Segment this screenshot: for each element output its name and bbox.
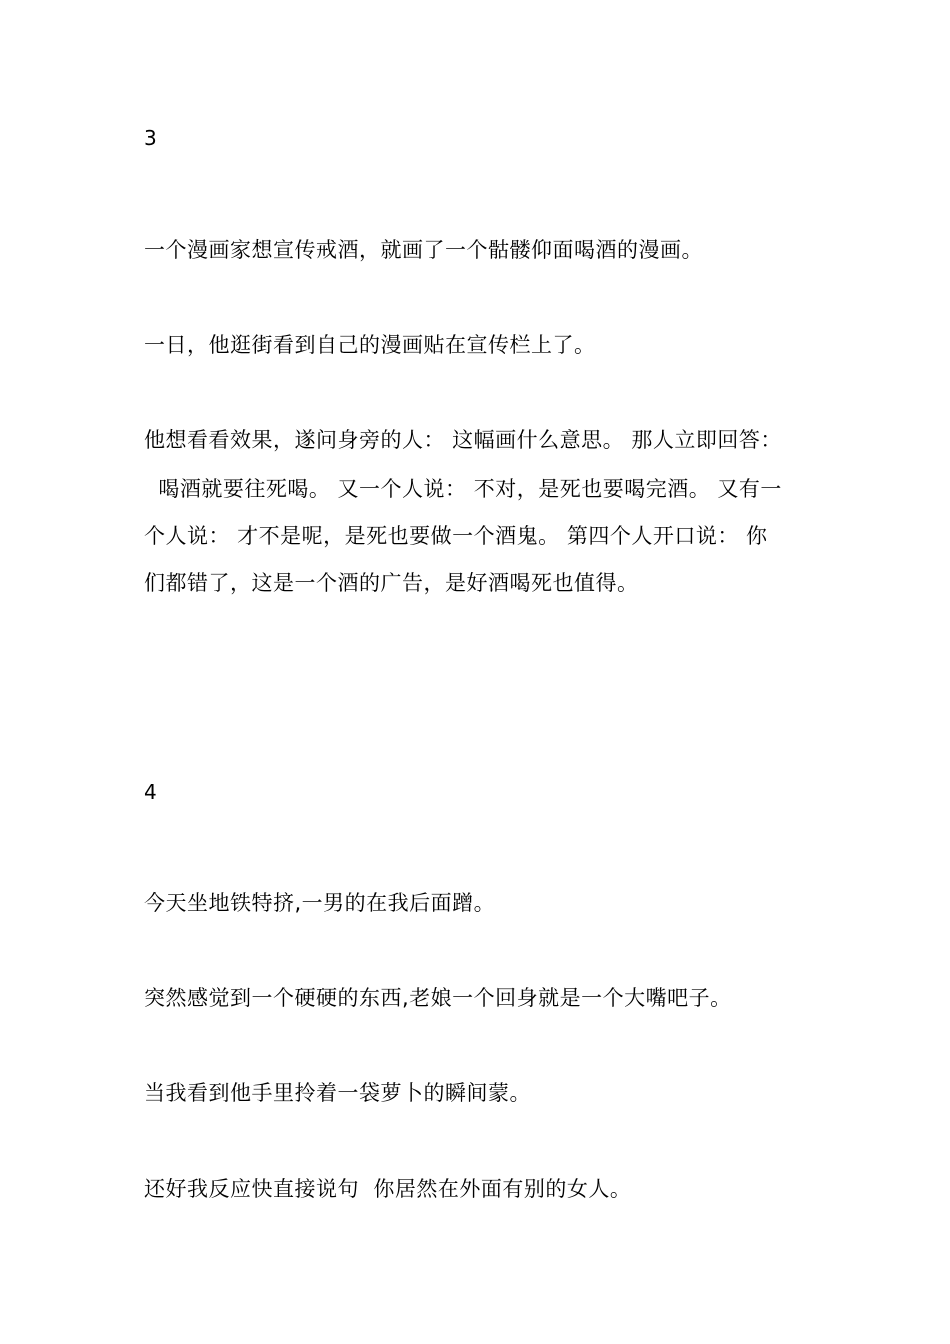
paragraph: 当我看到他手里拎着一袋萝卜的瞬间蒙。 xyxy=(144,1081,531,1105)
section-number: 3 xyxy=(144,126,157,150)
paragraph: 还好我反应快直接说句 你居然在外面有别的女人。 xyxy=(144,1177,632,1201)
paragraph: 一日，他逛街看到自己的漫画贴在宣传栏上了。 xyxy=(144,333,596,357)
paragraph: 今天坐地铁特挤,一男的在我后面蹭。 xyxy=(144,891,496,915)
paragraph: 突然感觉到一个硬硬的东西,老娘一个回身就是一个大嘴吧子。 xyxy=(144,986,732,1010)
dialogue-line: 喝酒就要往死喝。 又一个人说： 不对，是死也要喝完酒。 又有一 xyxy=(144,477,782,501)
dialogue-line: 他想看看效果，遂问身旁的人： 这幅画什么意思。 那人立即回答： xyxy=(144,428,782,452)
paragraph: 一个漫画家想宣传戒酒，就画了一个骷髅仰面喝酒的漫画。 xyxy=(144,238,703,262)
section-number: 4 xyxy=(144,780,157,804)
dialogue-line: 们都错了，这是一个酒的广告，是好酒喝死也值得。 xyxy=(144,571,639,595)
dialogue-line: 个人说： 才不是呢，是死也要做一个酒鬼。 第四个人开口说： 你 xyxy=(144,524,768,548)
